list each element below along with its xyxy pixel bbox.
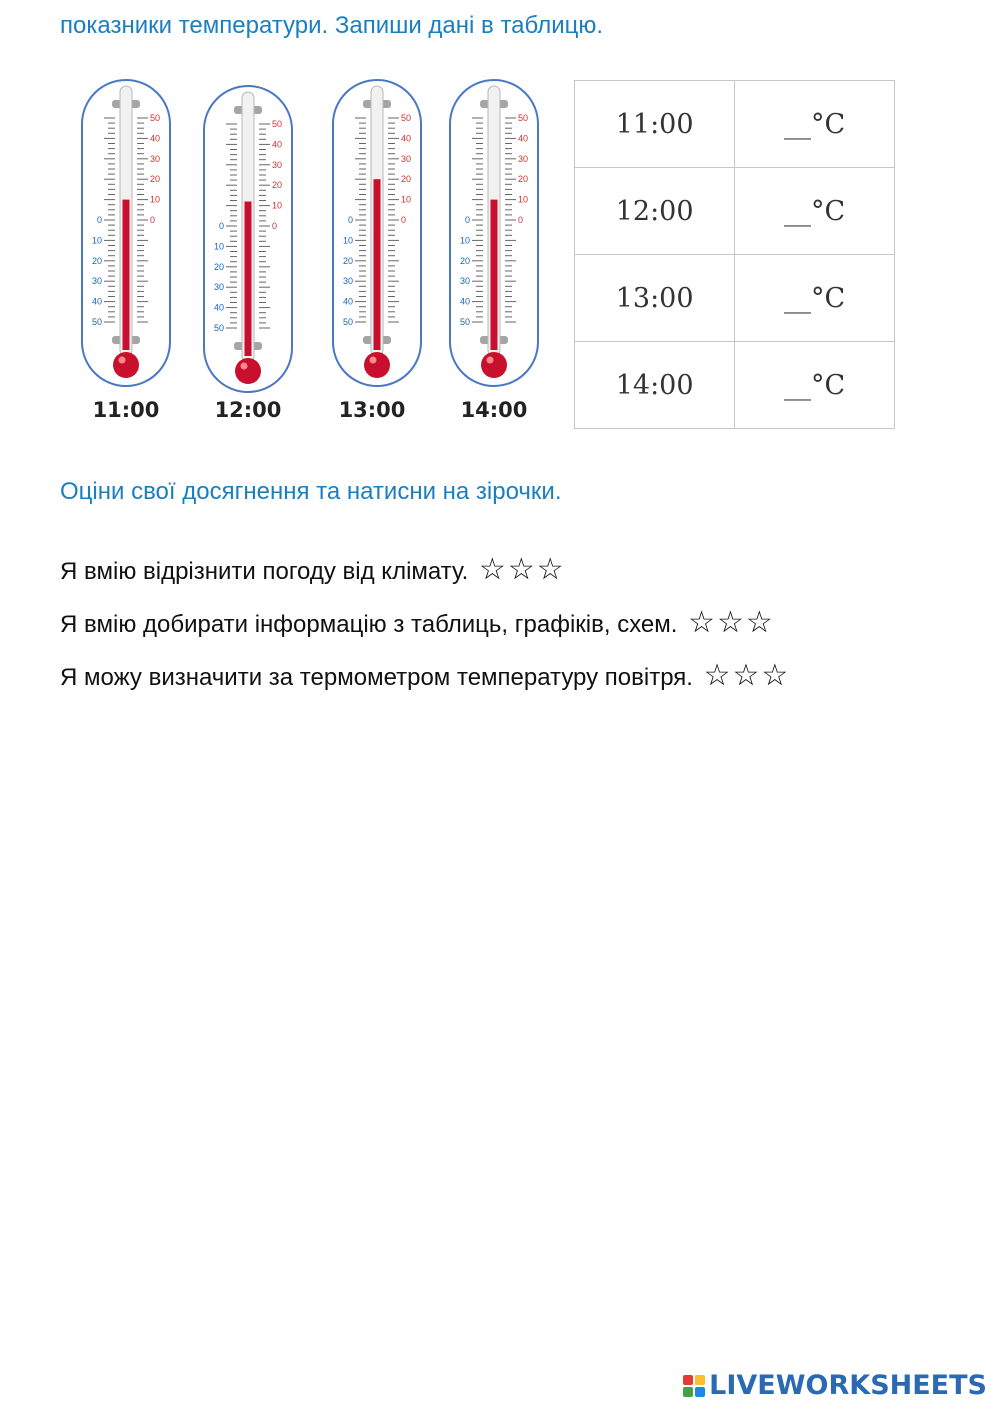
- negative-tick-label: 30: [459, 276, 470, 287]
- negative-tick-label: 0: [96, 215, 102, 225]
- negative-tick-label: 50: [91, 317, 102, 327]
- celsius-tick-label: 50: [518, 113, 529, 123]
- celsius-tick-label: 0: [518, 215, 524, 225]
- negative-tick-label: 0: [218, 221, 224, 231]
- star-rating-icon[interactable]: ☆☆☆: [703, 658, 791, 693]
- negative-tick-label: 50: [342, 317, 353, 327]
- negative-tick-label: 40: [91, 296, 102, 307]
- table-row: [575, 81, 895, 168]
- celsius-tick-label: 50: [272, 119, 283, 129]
- temperature-answer-cell[interactable]: __°C: [735, 81, 895, 168]
- negative-tick-label: 30: [342, 276, 353, 287]
- thermometer-time-label: 13:00: [338, 398, 406, 422]
- celsius-tick-label: 20: [272, 180, 283, 191]
- negative-tick-label: 20: [91, 255, 102, 266]
- star-rating-icon[interactable]: ☆☆☆: [688, 605, 775, 640]
- thermometer-graphic: [446, 78, 542, 394]
- temperature-answer-cell[interactable]: __°C: [735, 255, 895, 342]
- mercury-bulb: [113, 352, 139, 378]
- celsius-tick-label: 0: [272, 221, 278, 231]
- mercury-column: [491, 200, 498, 350]
- negative-tick-label: 10: [91, 235, 102, 246]
- celsius-tick-label: 20: [401, 174, 412, 185]
- negative-tick-label: 10: [342, 235, 353, 246]
- celsius-tick-label: 40: [150, 133, 161, 144]
- thermometer-time-label: 12:00: [214, 398, 282, 422]
- celsius-tick-label: 40: [272, 139, 283, 150]
- celsius-tick-label: 40: [401, 133, 412, 144]
- table-row: [575, 168, 895, 255]
- bulb-highlight: [487, 357, 494, 364]
- negative-tick-label: 40: [342, 296, 353, 307]
- skill-text: Я можу визначити за термометром температуру повітря.: [60, 664, 693, 691]
- negative-tick-label: 30: [213, 282, 224, 293]
- thermometer-graphic: [329, 78, 425, 394]
- negative-tick-label: 20: [342, 255, 353, 266]
- celsius-tick-label: 50: [401, 113, 412, 123]
- thermometer-1200: [200, 84, 296, 400]
- skill-item: [60, 552, 566, 587]
- time-cell: 12:00: [575, 168, 735, 255]
- celsius-tick-label: 20: [150, 174, 161, 185]
- mercury-column: [374, 179, 381, 350]
- skill-text: Я вмію відрізнити погоду від клімату.: [60, 558, 469, 585]
- table-row: [575, 255, 895, 342]
- star-rating-icon[interactable]: ☆☆☆: [478, 552, 566, 587]
- logo-mark-icon: [683, 1375, 705, 1397]
- negative-tick-label: 10: [459, 235, 470, 246]
- thermometer-1400: [446, 78, 542, 394]
- temperature-table: [574, 80, 895, 429]
- celsius-tick-label: 20: [518, 174, 529, 185]
- thermometer-time-label: 14:00: [460, 398, 528, 422]
- mercury-bulb: [364, 352, 390, 378]
- mercury-column: [245, 202, 252, 356]
- negative-tick-label: 10: [213, 241, 224, 252]
- table-row: [575, 342, 895, 429]
- negative-tick-label: 50: [213, 323, 224, 333]
- celsius-tick-label: 10: [518, 194, 529, 205]
- celsius-tick-label: 30: [518, 153, 529, 164]
- celsius-tick-label: 10: [272, 200, 283, 211]
- celsius-tick-label: 40: [518, 133, 529, 144]
- thermometer-graphic: [200, 84, 296, 400]
- temperature-answer-cell[interactable]: __°C: [735, 168, 895, 255]
- bulb-highlight: [119, 357, 126, 364]
- negative-tick-label: 40: [459, 296, 470, 307]
- logo-text: LIVEWORKSHEETS: [709, 1370, 987, 1401]
- celsius-tick-label: 10: [401, 194, 412, 205]
- celsius-tick-label: 30: [150, 153, 161, 164]
- skill-item: [60, 605, 775, 640]
- celsius-tick-label: 50: [150, 113, 161, 123]
- temperature-answer-cell[interactable]: __°C: [735, 342, 895, 429]
- celsius-tick-label: 30: [401, 153, 412, 164]
- thermometer-1100: [78, 78, 174, 394]
- skill-text: Я вмію добирати інформацію з таблиць, графіків, схем.: [60, 611, 678, 638]
- mercury-bulb: [235, 358, 261, 384]
- thermometer-graphic: [78, 78, 174, 394]
- negative-tick-label: 20: [213, 261, 224, 272]
- bulb-highlight: [370, 357, 377, 364]
- time-cell: 13:00: [575, 255, 735, 342]
- rating-heading: Оціни свої досягнення та натисни на зірочки.: [60, 478, 562, 505]
- negative-tick-label: 20: [459, 255, 470, 266]
- instruction-text: показники температури. Запиши дані в таблицю.: [60, 12, 604, 39]
- liveworksheets-logo[interactable]: [683, 1370, 987, 1401]
- thermometer-1300: [329, 78, 425, 394]
- celsius-tick-label: 0: [401, 215, 407, 225]
- negative-tick-label: 0: [347, 215, 353, 225]
- negative-tick-label: 0: [464, 215, 470, 225]
- mercury-column: [123, 200, 130, 350]
- negative-tick-label: 50: [459, 317, 470, 327]
- time-cell: 14:00: [575, 342, 735, 429]
- bulb-highlight: [241, 363, 248, 370]
- negative-tick-label: 30: [91, 276, 102, 287]
- thermometer-time-label: 11:00: [92, 398, 160, 422]
- mercury-bulb: [481, 352, 507, 378]
- celsius-tick-label: 0: [150, 215, 156, 225]
- time-cell: 11:00: [575, 81, 735, 168]
- celsius-tick-label: 10: [150, 194, 161, 205]
- skill-item: [60, 658, 790, 693]
- celsius-tick-label: 30: [272, 159, 283, 170]
- negative-tick-label: 40: [213, 302, 224, 313]
